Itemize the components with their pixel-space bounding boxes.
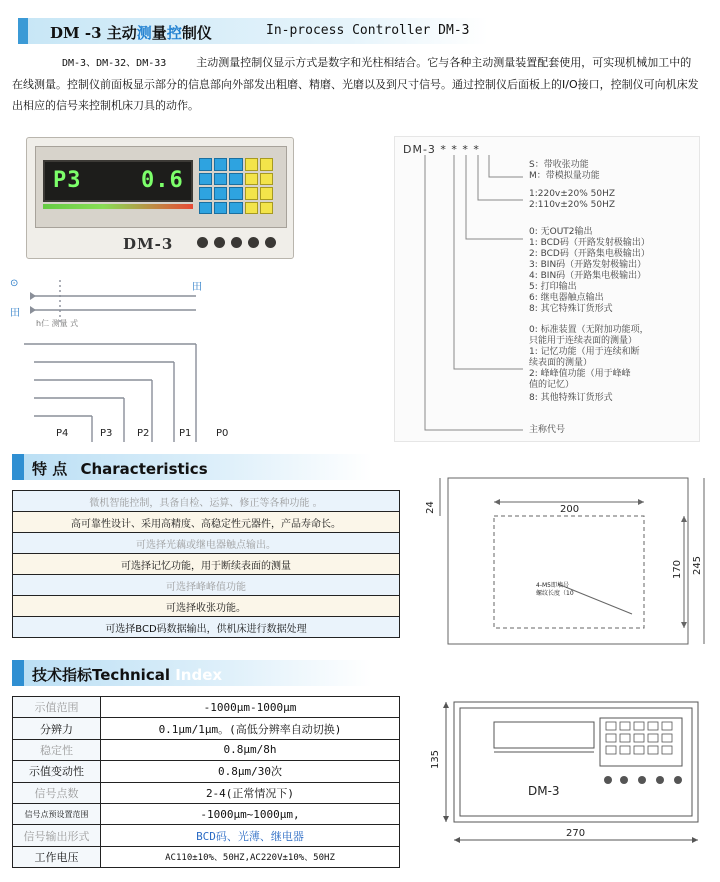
spec-key: 工作电压 <box>13 846 101 867</box>
dimension-top-lines <box>420 468 712 646</box>
characteristics-title <box>32 458 208 479</box>
spec-key: 信号点数 <box>13 782 101 803</box>
code-g4-2: 1: 记忆功能（用于连续和断 <box>529 347 640 357</box>
technical-table <box>12 696 400 868</box>
technical-title-en2: Index <box>175 666 223 684</box>
title-highlight-2: 控 <box>166 24 182 42</box>
code-g3-7: 8: 其它特殊订货形式 <box>529 304 613 314</box>
spec-value: -1000μm-1000μm <box>101 697 400 718</box>
spec-key: 信号输出形式 <box>13 825 101 846</box>
code-g3-1: 1: BCD码（开路发射极输出） <box>529 238 650 248</box>
title-english: In-process Controller DM-3 <box>266 23 470 38</box>
feature-row: 可选择峰峰值功能 <box>13 575 400 596</box>
dimension-drawing-top <box>420 468 712 646</box>
intro-text: 主动测量控制仪显示方式是数字和光柱相结合。它与各种主动测量装置配套使用，可实现机械加工中的在线测量。控制仪前面板显示部分的信息部向外部发出粗磨、精磨、光磨以及到尺寸信号。通过控制仪后面板上的I/O接口，控制仪可向机床发出相应的信号来控制机床刀具的动作。 <box>12 56 699 112</box>
title-part1: 主动 <box>106 24 137 42</box>
code-g3-6: 6: 继电器触点输出 <box>529 293 604 303</box>
technical-header <box>12 660 372 686</box>
wiring-schematic <box>0 270 300 442</box>
code-g3-2: 2: BCD码（开路集电极输出） <box>529 249 650 259</box>
spec-key: 信号点预设置范围 <box>13 803 101 824</box>
spec-key: 分辨力 <box>13 718 101 739</box>
dim-top-245: 245 <box>692 555 704 576</box>
display-left: P3 <box>53 168 82 193</box>
schematic-caption: h仁 测量 式 <box>36 319 79 328</box>
technical-title-en: Technical <box>92 666 170 684</box>
schematic-circle-symbol: ⊙ <box>10 278 19 289</box>
dimension-drawing-front <box>420 690 712 862</box>
dim-front-135: 135 <box>430 749 442 770</box>
feature-row: 微机智能控制，具备自检、运算、修正等各种功能 。 <box>13 491 400 512</box>
title-part3: 制仪 <box>181 24 212 42</box>
schematic-grid-symbol-left: 田 <box>10 308 20 319</box>
page-title <box>50 22 212 43</box>
characteristics-title-cn: 特 点 <box>32 460 68 478</box>
code-g2-0: 1:220v±20% 50HZ <box>529 189 616 199</box>
technical-accent <box>12 660 24 686</box>
spec-value: 0.1μm/1μm。(高低分辨率自动切换) <box>101 718 400 739</box>
characteristics-table <box>12 490 400 638</box>
feature-row: 可选择光藕或继电器触点输出。 <box>13 533 400 554</box>
title-model-num: -3 <box>84 24 102 42</box>
spec-value: 0.8μm/30次 <box>101 761 400 782</box>
code-g4-6: 8: 其他特殊订货形式 <box>529 393 613 403</box>
feature-row: 可选择BCD码数据输出，供机床进行数据处理 <box>13 617 400 638</box>
dim-top-200: 200 <box>560 504 580 515</box>
feature-row: 高可靠性设计、采用高精度、高稳定性元器件，产品寿命长。 <box>13 512 400 533</box>
spec-key: 稳定性 <box>13 739 101 760</box>
characteristics-accent <box>12 454 24 480</box>
device-brand: DM-3 <box>123 235 174 253</box>
title-highlight-1: 测 <box>136 24 152 42</box>
port-p1: P1 <box>179 428 192 439</box>
title-accent <box>18 18 28 44</box>
spec-key: 示值变动性 <box>13 761 101 782</box>
spec-value: 2-4(正常情况下) <box>101 782 400 803</box>
code-g3-0: 0: 无OUT2输出 <box>529 227 593 237</box>
model-code-diagram <box>394 136 700 442</box>
code-g3-5: 5: 打印输出 <box>529 282 577 292</box>
dim-top-note2: 螺纹长度（10 <box>536 590 574 597</box>
spec-value: AC110±10%、50HZ,AC220V±10%、50HZ <box>101 846 400 867</box>
intro-models: DM-3、DM-32、DM-33 <box>62 58 167 69</box>
port-p2: P2 <box>137 428 150 439</box>
dim-top-170: 170 <box>672 559 684 580</box>
port-p3: P3 <box>100 428 113 439</box>
dim-top-note1: 4-M5即墙号 <box>536 582 569 589</box>
characteristics-title-en: Characteristics <box>80 460 208 478</box>
code-model: DM-3 * * * * <box>403 143 480 156</box>
port-p0: P0 <box>216 428 229 439</box>
code-g4-5: 值的记忆） <box>529 380 575 390</box>
dim-front-brand: DM-3 <box>528 784 560 798</box>
title-model: DM <box>50 24 80 42</box>
characteristics-header <box>12 454 372 480</box>
port-p4: P4 <box>56 428 69 439</box>
schematic-grid-symbol-right: 田 <box>192 282 202 293</box>
technical-title-cn: 技术指标 <box>32 666 93 684</box>
technical-title <box>32 664 222 685</box>
code-g4-3: 续表面的测量） <box>529 358 593 368</box>
spec-value: BCD码、光薄、继电器 <box>101 825 400 846</box>
code-g3-3: 3: BIN码（开路发射极输出） <box>529 260 647 270</box>
code-g2-1: 2:110v±20% 50HZ <box>529 200 616 210</box>
code-g4-4: 2: 峰峰值功能（用于峰峰 <box>529 369 631 379</box>
device-bar-graph <box>43 204 193 209</box>
device-front-photo <box>26 137 294 259</box>
intro-paragraph <box>12 52 702 116</box>
title-bar <box>18 18 488 44</box>
spec-key: 示值范围 <box>13 697 101 718</box>
title-part2: 量 <box>151 24 167 42</box>
schematic-lines <box>0 270 300 442</box>
device-knobs <box>197 233 287 247</box>
code-g1-0: S：带收张功能 <box>529 160 589 170</box>
spec-value: -1000μm~1000μm, <box>101 803 400 824</box>
device-display <box>43 160 193 202</box>
code-main: 主称代号 <box>529 425 566 435</box>
device-keypad <box>199 158 273 214</box>
code-g1-1: M：带模拟量功能 <box>529 171 600 181</box>
display-right: 0.6 <box>141 168 184 193</box>
dim-front-270: 270 <box>566 828 586 839</box>
feature-row: 可选择收张功能。 <box>13 596 400 617</box>
code-g4-0: 0: 标准装置（无附加功能项， <box>529 325 649 335</box>
feature-row: 可选择记忆功能，用于断续表面的测量 <box>13 554 400 575</box>
code-g4-1: 只能用于连续表面的测量） <box>529 336 638 346</box>
dim-top-24: 24 <box>424 501 436 514</box>
spec-value: 0.8μm/8h <box>101 739 400 760</box>
code-g3-4: 4: BIN码（开路集电极输出） <box>529 271 647 281</box>
